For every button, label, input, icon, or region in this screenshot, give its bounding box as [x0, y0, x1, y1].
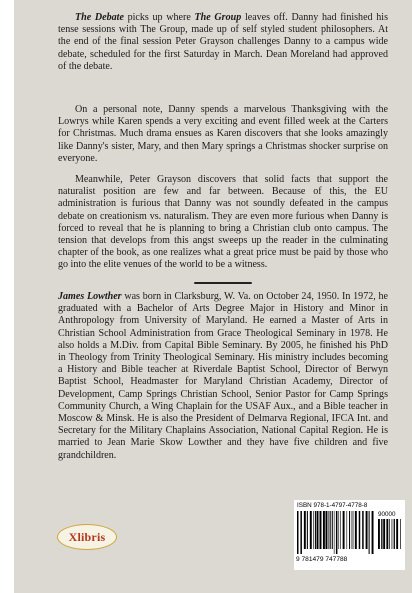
barcode-bar	[400, 519, 401, 549]
barcode-digits: 9 781479 747788	[296, 556, 348, 563]
barcode-bars	[297, 511, 375, 554]
barcode-bar	[378, 519, 380, 549]
barcode-bar	[396, 519, 398, 549]
barcode-bar	[334, 511, 335, 554]
barcode-bar	[369, 511, 370, 554]
barcode-bar	[320, 511, 322, 549]
barcode-bar	[394, 519, 395, 549]
author-bio-text: was born in Clarksburg, W. Va. on October 24, 1950. In 1972, he graduated with a Bachelor of Arts Degree Major in History and Minor in Anthropology from University of Maryland. He earned a Master of Arts in Christian School Administration from Grace Theological Seminary in 1978. He also holds a M.Div. from Capital Bible Seminary. By 2005, he finished his PhD in Theology from Trinity Theological Seminary. His ministry includes becoming a History and Bible teacher at Riverdale Baptist School, Director of Berwyn Baptist School, Headmaster for Maryland Christian Academy, Director of Development, Camp Springs Christian School, Senior Pastor for Camp Springs Community Church, a Wing Chaplain for the USAF Aux., and a Bible teacher in Moscow & Minsk. He is also the President of Delmarva Regional, IFCA Int. and Secretary for the Military Chaplains Association, National Capital Region. He is married to Jean Marie Skow Lowther and they have five children and five grandchildren.	[58, 291, 388, 461]
barcode-bar	[347, 511, 348, 549]
barcode-bar	[328, 511, 329, 549]
barcode-bar	[325, 511, 327, 549]
book-title-the-debate: The Debate	[75, 12, 124, 23]
barcode-bar	[372, 511, 374, 554]
barcode-bar	[392, 519, 393, 549]
barcode-bar	[389, 519, 390, 549]
barcode-bar	[353, 511, 354, 549]
isbn-label: ISBN 978-1-4797-4778-8	[297, 502, 368, 509]
barcode-bar	[323, 511, 325, 549]
barcode-bar	[386, 519, 388, 549]
barcode-bar	[343, 511, 345, 549]
barcode-bar	[300, 511, 301, 554]
barcode-bar	[359, 511, 360, 549]
barcode-bar	[307, 511, 308, 549]
barcode-bar	[340, 511, 341, 549]
book-title-the-group: The Group	[194, 12, 242, 23]
barcode-bar	[330, 511, 331, 549]
author-name: James Lowther	[58, 291, 122, 302]
barcode-bar	[304, 511, 306, 549]
barcode-bar	[352, 511, 353, 549]
blurb-paragraph-2: On a personal note, Danny spends a marvelous Thanksgiving with the Lowrys while Karen spends a very exciting and event filled week at the Carters for Christmas. Much drama ensues as Karen discovers that she looks amazingly like Danny's sister, Mary, and then Mary springs a Christmas shocker surprise on everyone.	[58, 104, 388, 164]
barcode-bar	[362, 511, 363, 549]
publisher-logo	[57, 524, 117, 550]
barcode	[294, 500, 405, 570]
section-divider	[194, 282, 252, 284]
barcode-bar	[381, 519, 382, 549]
blurb-text: leaves off. Danny had finished his tense sessions with The Group, made up of self styled student philosophers. At the end of the final session Peter Grayson challenges Danny to a campus wide debate, scheduled for the first Saturday in March. Dean Moreland had approved of the debate.	[58, 12, 388, 72]
barcode-bar	[366, 511, 368, 549]
back-cover	[14, 0, 412, 593]
barcode-bar	[355, 511, 357, 549]
publisher-logo-text: Xlibris	[68, 529, 106, 544]
author-bio	[58, 291, 388, 462]
barcode-bar	[383, 519, 385, 549]
barcode-bar	[297, 511, 298, 554]
blurb-text: picks up where	[123, 12, 195, 23]
barcode-bar	[310, 511, 312, 549]
barcode-addon-label: 90000	[378, 511, 396, 518]
blurb-paragraph-1	[58, 12, 388, 73]
barcode-bar	[349, 511, 350, 549]
barcode-bar	[336, 511, 337, 554]
barcode-bar	[338, 511, 339, 549]
barcode-addon-bars	[378, 519, 402, 554]
barcode-bar	[313, 511, 314, 549]
barcode-bar	[332, 511, 333, 549]
barcode-bar	[315, 511, 316, 549]
barcode-bar	[317, 511, 319, 549]
blurb-paragraph-3: Meanwhile, Peter Grayson discovers that solid facts that support the naturalist position are few and far between. Because of this, the EU administration is furious that Danny was not soundly defeated in the campus debate on creationism vs. naturalism. They are even more furious when Danny is forced to reveal that he is planning to bring a Christian club onto campus. The tension that develops from this angst sweeps up the reader in the culminating chapter of the book, as one realizes what a great price must be paid by those who go into the elite venues of the world to be a witness.	[58, 174, 388, 271]
